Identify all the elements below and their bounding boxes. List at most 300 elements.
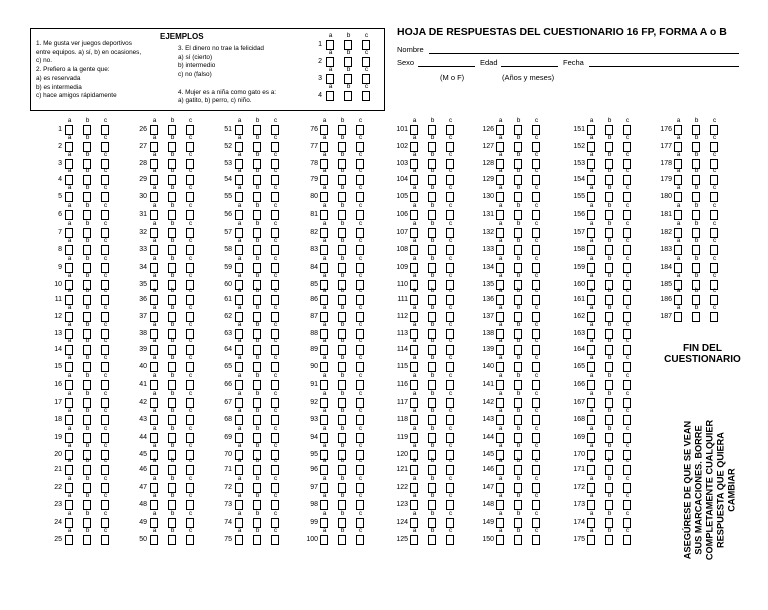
answer-checkbox[interactable] [496, 518, 504, 528]
answer-checkbox[interactable] [356, 415, 364, 425]
answer-checkbox[interactable] [532, 380, 540, 390]
option-c[interactable] [532, 459, 541, 475]
option-c[interactable] [271, 289, 280, 305]
option-c[interactable] [446, 459, 455, 475]
answer-checkbox[interactable] [186, 518, 194, 528]
answer-checkbox[interactable] [496, 465, 504, 475]
answer-checkbox[interactable] [83, 245, 91, 255]
option-a[interactable] [65, 389, 74, 408]
option-b[interactable] [83, 509, 92, 528]
option-a[interactable] [235, 204, 244, 220]
option-b[interactable] [83, 529, 92, 545]
option-c[interactable] [532, 339, 541, 355]
answer-checkbox[interactable] [605, 535, 613, 545]
option-a[interactable] [320, 150, 329, 169]
option-c[interactable] [271, 494, 280, 510]
answer-checkbox[interactable] [605, 465, 613, 475]
answer-checkbox[interactable] [235, 518, 243, 528]
option-c[interactable] [362, 51, 371, 67]
option-a[interactable] [320, 339, 329, 355]
option-a[interactable] [674, 219, 683, 238]
option-a[interactable] [320, 119, 329, 135]
answer-checkbox[interactable] [514, 500, 522, 510]
option-a[interactable] [65, 529, 74, 545]
option-b[interactable] [514, 424, 523, 443]
answer-checkbox[interactable] [83, 518, 91, 528]
option-b[interactable] [253, 320, 262, 339]
option-b[interactable] [428, 219, 437, 238]
option-c[interactable] [101, 219, 110, 238]
option-a[interactable] [587, 150, 596, 169]
answer-checkbox[interactable] [532, 245, 540, 255]
answer-checkbox[interactable] [101, 415, 109, 425]
answer-checkbox[interactable] [532, 398, 540, 408]
option-b[interactable] [514, 320, 523, 339]
option-b[interactable] [428, 374, 437, 390]
option-a[interactable] [410, 409, 419, 425]
answer-checkbox[interactable] [101, 483, 109, 493]
option-c[interactable] [446, 529, 455, 545]
answer-checkbox[interactable] [320, 500, 328, 510]
option-a[interactable] [410, 169, 419, 185]
option-b[interactable] [428, 356, 437, 372]
option-c[interactable] [101, 494, 110, 510]
answer-checkbox[interactable] [344, 91, 352, 101]
option-b[interactable] [83, 389, 92, 408]
option-b[interactable] [514, 494, 523, 510]
answer-checkbox[interactable] [271, 518, 279, 528]
answer-checkbox[interactable] [338, 210, 346, 220]
option-b[interactable] [83, 239, 92, 255]
option-c[interactable] [446, 320, 455, 339]
answer-checkbox[interactable] [253, 263, 261, 273]
option-b[interactable] [428, 459, 437, 475]
option-c[interactable] [710, 239, 719, 255]
option-b[interactable] [514, 374, 523, 390]
answer-checkbox[interactable] [587, 500, 595, 510]
answer-checkbox[interactable] [428, 380, 436, 390]
answer-checkbox[interactable] [253, 415, 261, 425]
option-c[interactable] [532, 254, 541, 273]
answer-checkbox[interactable] [356, 535, 364, 545]
option-b[interactable] [168, 133, 177, 152]
answer-checkbox[interactable] [253, 362, 261, 372]
option-b[interactable] [514, 289, 523, 305]
answer-checkbox[interactable] [532, 483, 540, 493]
option-b[interactable] [605, 339, 614, 355]
option-a[interactable] [496, 254, 505, 273]
option-c[interactable] [532, 409, 541, 425]
answer-checkbox[interactable] [605, 483, 613, 493]
option-a[interactable] [320, 186, 329, 202]
option-b[interactable] [338, 374, 347, 390]
answer-checkbox[interactable] [338, 380, 346, 390]
answer-checkbox[interactable] [692, 245, 700, 255]
option-b[interactable] [83, 303, 92, 322]
option-b[interactable] [168, 424, 177, 443]
option-a[interactable] [587, 356, 596, 372]
answer-checkbox[interactable] [168, 210, 176, 220]
option-a[interactable] [496, 424, 505, 443]
option-b[interactable] [605, 529, 614, 545]
option-b[interactable] [338, 409, 347, 425]
answer-checkbox[interactable] [410, 535, 418, 545]
option-a[interactable] [674, 204, 683, 220]
option-a[interactable] [65, 374, 74, 390]
answer-checkbox[interactable] [605, 245, 613, 255]
option-b[interactable] [253, 133, 262, 152]
option-c[interactable] [101, 133, 110, 152]
answer-checkbox[interactable] [446, 263, 454, 273]
answer-checkbox[interactable] [428, 535, 436, 545]
answer-checkbox[interactable] [428, 362, 436, 372]
option-c[interactable] [446, 474, 455, 493]
answer-checkbox[interactable] [320, 228, 328, 238]
answer-checkbox[interactable] [532, 500, 540, 510]
answer-checkbox[interactable] [320, 210, 328, 220]
answer-checkbox[interactable] [83, 500, 91, 510]
answer-checkbox[interactable] [168, 483, 176, 493]
option-c[interactable] [356, 320, 365, 339]
answer-checkbox[interactable] [101, 228, 109, 238]
option-a[interactable] [410, 509, 419, 528]
option-c[interactable] [623, 374, 632, 390]
option-a[interactable] [674, 239, 683, 255]
option-c[interactable] [710, 204, 719, 220]
answer-checkbox[interactable] [356, 245, 364, 255]
option-c[interactable] [271, 119, 280, 135]
option-c[interactable] [446, 389, 455, 408]
answer-checkbox[interactable] [410, 433, 418, 443]
answer-checkbox[interactable] [710, 312, 718, 322]
option-a[interactable] [65, 424, 74, 443]
option-c[interactable] [532, 204, 541, 220]
option-c[interactable] [623, 474, 632, 493]
answer-checkbox[interactable] [320, 415, 328, 425]
answer-checkbox[interactable] [356, 518, 364, 528]
option-a[interactable] [587, 303, 596, 322]
option-b[interactable] [514, 409, 523, 425]
option-a[interactable] [674, 303, 683, 322]
option-a[interactable] [65, 254, 74, 273]
option-b[interactable] [168, 494, 177, 510]
option-b[interactable] [338, 289, 347, 305]
answer-checkbox[interactable] [532, 465, 540, 475]
option-b[interactable] [692, 219, 701, 238]
option-a[interactable] [410, 424, 419, 443]
answer-checkbox[interactable] [356, 380, 364, 390]
answer-checkbox[interactable] [338, 483, 346, 493]
option-a[interactable] [150, 529, 159, 545]
answer-checkbox[interactable] [587, 263, 595, 273]
option-b[interactable] [428, 320, 437, 339]
option-c[interactable] [101, 320, 110, 339]
option-c[interactable] [446, 289, 455, 305]
option-a[interactable] [587, 374, 596, 390]
option-b[interactable] [253, 339, 262, 355]
answer-checkbox[interactable] [496, 483, 504, 493]
answer-checkbox[interactable] [168, 228, 176, 238]
answer-checkbox[interactable] [356, 192, 364, 202]
answer-checkbox[interactable] [496, 228, 504, 238]
option-c[interactable] [710, 119, 719, 135]
option-c[interactable] [623, 494, 632, 510]
option-a[interactable] [235, 169, 244, 185]
answer-checkbox[interactable] [496, 192, 504, 202]
option-b[interactable] [338, 389, 347, 408]
answer-checkbox[interactable] [496, 398, 504, 408]
option-b[interactable] [605, 150, 614, 169]
option-a[interactable] [65, 169, 74, 185]
answer-checkbox[interactable] [320, 362, 328, 372]
answer-checkbox[interactable] [65, 192, 73, 202]
option-c[interactable] [623, 339, 632, 355]
option-a[interactable] [235, 529, 244, 545]
option-a[interactable] [320, 239, 329, 255]
option-a[interactable] [410, 239, 419, 255]
answer-checkbox[interactable] [83, 263, 91, 273]
option-c[interactable] [101, 339, 110, 355]
option-a[interactable] [65, 494, 74, 510]
answer-checkbox[interactable] [410, 263, 418, 273]
option-a[interactable] [410, 356, 419, 372]
answer-checkbox[interactable] [587, 518, 595, 528]
option-c[interactable] [710, 186, 719, 202]
option-b[interactable] [253, 389, 262, 408]
option-c[interactable] [362, 85, 371, 101]
option-c[interactable] [186, 150, 195, 169]
answer-checkbox[interactable] [101, 380, 109, 390]
answer-checkbox[interactable] [674, 312, 682, 322]
answer-checkbox[interactable] [101, 192, 109, 202]
answer-checkbox[interactable] [623, 535, 631, 545]
answer-checkbox[interactable] [186, 500, 194, 510]
option-a[interactable] [496, 356, 505, 372]
option-a[interactable] [496, 303, 505, 322]
option-c[interactable] [532, 424, 541, 443]
answer-checkbox[interactable] [623, 362, 631, 372]
answer-checkbox[interactable] [338, 433, 346, 443]
answer-checkbox[interactable] [65, 500, 73, 510]
option-c[interactable] [356, 289, 365, 305]
answer-checkbox[interactable] [514, 483, 522, 493]
option-c[interactable] [271, 186, 280, 202]
answer-checkbox[interactable] [235, 398, 243, 408]
option-a[interactable] [587, 219, 596, 238]
answer-checkbox[interactable] [623, 465, 631, 475]
option-c[interactable] [623, 356, 632, 372]
option-b[interactable] [253, 289, 262, 305]
answer-checkbox[interactable] [168, 535, 176, 545]
answer-checkbox[interactable] [605, 518, 613, 528]
option-c[interactable] [446, 133, 455, 152]
answer-checkbox[interactable] [150, 245, 158, 255]
option-b[interactable] [605, 303, 614, 322]
option-b[interactable] [168, 389, 177, 408]
answer-checkbox[interactable] [514, 433, 522, 443]
answer-checkbox[interactable] [356, 263, 364, 273]
answer-checkbox[interactable] [186, 433, 194, 443]
option-b[interactable] [338, 150, 347, 169]
answer-checkbox[interactable] [83, 362, 91, 372]
option-b[interactable] [605, 459, 614, 475]
answer-checkbox[interactable] [514, 415, 522, 425]
option-a[interactable] [150, 219, 159, 238]
option-c[interactable] [710, 254, 719, 273]
answer-checkbox[interactable] [532, 535, 540, 545]
option-b[interactable] [344, 85, 353, 101]
option-a[interactable] [235, 119, 244, 135]
answer-checkbox[interactable] [65, 380, 73, 390]
answer-checkbox[interactable] [338, 362, 346, 372]
answer-checkbox[interactable] [532, 415, 540, 425]
answer-checkbox[interactable] [338, 228, 346, 238]
option-a[interactable] [496, 339, 505, 355]
option-a[interactable] [65, 119, 74, 135]
option-b[interactable] [338, 239, 347, 255]
option-b[interactable] [168, 356, 177, 372]
option-c[interactable] [186, 186, 195, 202]
option-a[interactable] [587, 119, 596, 135]
option-c[interactable] [271, 219, 280, 238]
option-a[interactable] [150, 474, 159, 493]
option-b[interactable] [514, 204, 523, 220]
option-b[interactable] [83, 356, 92, 372]
answer-checkbox[interactable] [356, 465, 364, 475]
answer-checkbox[interactable] [253, 245, 261, 255]
option-b[interactable] [338, 474, 347, 493]
option-a[interactable] [496, 289, 505, 305]
option-c[interactable] [356, 529, 365, 545]
answer-checkbox[interactable] [623, 192, 631, 202]
option-c[interactable] [101, 119, 110, 135]
option-c[interactable] [446, 186, 455, 202]
option-b[interactable] [83, 339, 92, 355]
option-c[interactable] [186, 356, 195, 372]
option-b[interactable] [605, 389, 614, 408]
option-a[interactable] [410, 254, 419, 273]
answer-checkbox[interactable] [235, 192, 243, 202]
answer-checkbox[interactable] [65, 483, 73, 493]
option-a[interactable] [150, 356, 159, 372]
answer-checkbox[interactable] [428, 210, 436, 220]
option-c[interactable] [710, 150, 719, 169]
answer-checkbox[interactable] [587, 228, 595, 238]
option-b[interactable] [168, 303, 177, 322]
option-c[interactable] [356, 239, 365, 255]
answer-checkbox[interactable] [83, 465, 91, 475]
answer-checkbox[interactable] [253, 398, 261, 408]
answer-checkbox[interactable] [410, 518, 418, 528]
answer-checkbox[interactable] [446, 535, 454, 545]
option-c[interactable] [271, 204, 280, 220]
answer-checkbox[interactable] [674, 210, 682, 220]
option-c[interactable] [532, 356, 541, 372]
option-c[interactable] [186, 494, 195, 510]
answer-checkbox[interactable] [65, 263, 73, 273]
option-b[interactable] [338, 459, 347, 475]
option-a[interactable] [65, 356, 74, 372]
option-c[interactable] [446, 254, 455, 273]
answer-checkbox[interactable] [65, 433, 73, 443]
option-b[interactable] [428, 529, 437, 545]
option-b[interactable] [253, 409, 262, 425]
option-b[interactable] [253, 424, 262, 443]
option-c[interactable] [271, 409, 280, 425]
answer-checkbox[interactable] [587, 415, 595, 425]
option-b[interactable] [168, 119, 177, 135]
answer-checkbox[interactable] [446, 518, 454, 528]
option-a[interactable] [320, 219, 329, 238]
option-a[interactable] [235, 150, 244, 169]
answer-checkbox[interactable] [83, 210, 91, 220]
answer-checkbox[interactable] [101, 245, 109, 255]
option-b[interactable] [344, 68, 353, 84]
option-c[interactable] [623, 254, 632, 273]
option-b[interactable] [605, 239, 614, 255]
option-a[interactable] [496, 169, 505, 185]
option-b[interactable] [168, 474, 177, 493]
option-b[interactable] [692, 133, 701, 152]
option-a[interactable] [320, 254, 329, 273]
answer-checkbox[interactable] [271, 433, 279, 443]
answer-checkbox[interactable] [150, 415, 158, 425]
answer-checkbox[interactable] [496, 433, 504, 443]
age-field[interactable] [501, 66, 558, 67]
answer-checkbox[interactable] [83, 398, 91, 408]
answer-checkbox[interactable] [605, 210, 613, 220]
option-c[interactable] [446, 239, 455, 255]
option-a[interactable] [587, 239, 596, 255]
option-b[interactable] [83, 374, 92, 390]
option-c[interactable] [271, 374, 280, 390]
option-a[interactable] [150, 119, 159, 135]
answer-checkbox[interactable] [623, 518, 631, 528]
option-a[interactable] [150, 204, 159, 220]
answer-checkbox[interactable] [410, 362, 418, 372]
option-c[interactable] [710, 169, 719, 185]
option-b[interactable] [428, 494, 437, 510]
option-a[interactable] [150, 133, 159, 152]
option-a[interactable] [320, 424, 329, 443]
option-b[interactable] [692, 303, 701, 322]
answer-checkbox[interactable] [446, 433, 454, 443]
option-b[interactable] [692, 289, 701, 305]
option-c[interactable] [356, 409, 365, 425]
option-c[interactable] [532, 529, 541, 545]
answer-checkbox[interactable] [710, 263, 718, 273]
option-c[interactable] [356, 494, 365, 510]
answer-checkbox[interactable] [428, 415, 436, 425]
option-a[interactable] [587, 254, 596, 273]
option-b[interactable] [692, 186, 701, 202]
answer-checkbox[interactable] [235, 362, 243, 372]
answer-checkbox[interactable] [446, 398, 454, 408]
option-c[interactable] [710, 289, 719, 305]
option-a[interactable] [496, 374, 505, 390]
answer-checkbox[interactable] [101, 210, 109, 220]
answer-checkbox[interactable] [65, 210, 73, 220]
option-a[interactable] [326, 68, 335, 84]
sex-field[interactable] [418, 66, 475, 67]
option-a[interactable] [320, 409, 329, 425]
option-c[interactable] [186, 119, 195, 135]
option-b[interactable] [428, 133, 437, 152]
option-c[interactable] [446, 219, 455, 238]
answer-checkbox[interactable] [65, 245, 73, 255]
option-a[interactable] [150, 186, 159, 202]
option-b[interactable] [605, 169, 614, 185]
